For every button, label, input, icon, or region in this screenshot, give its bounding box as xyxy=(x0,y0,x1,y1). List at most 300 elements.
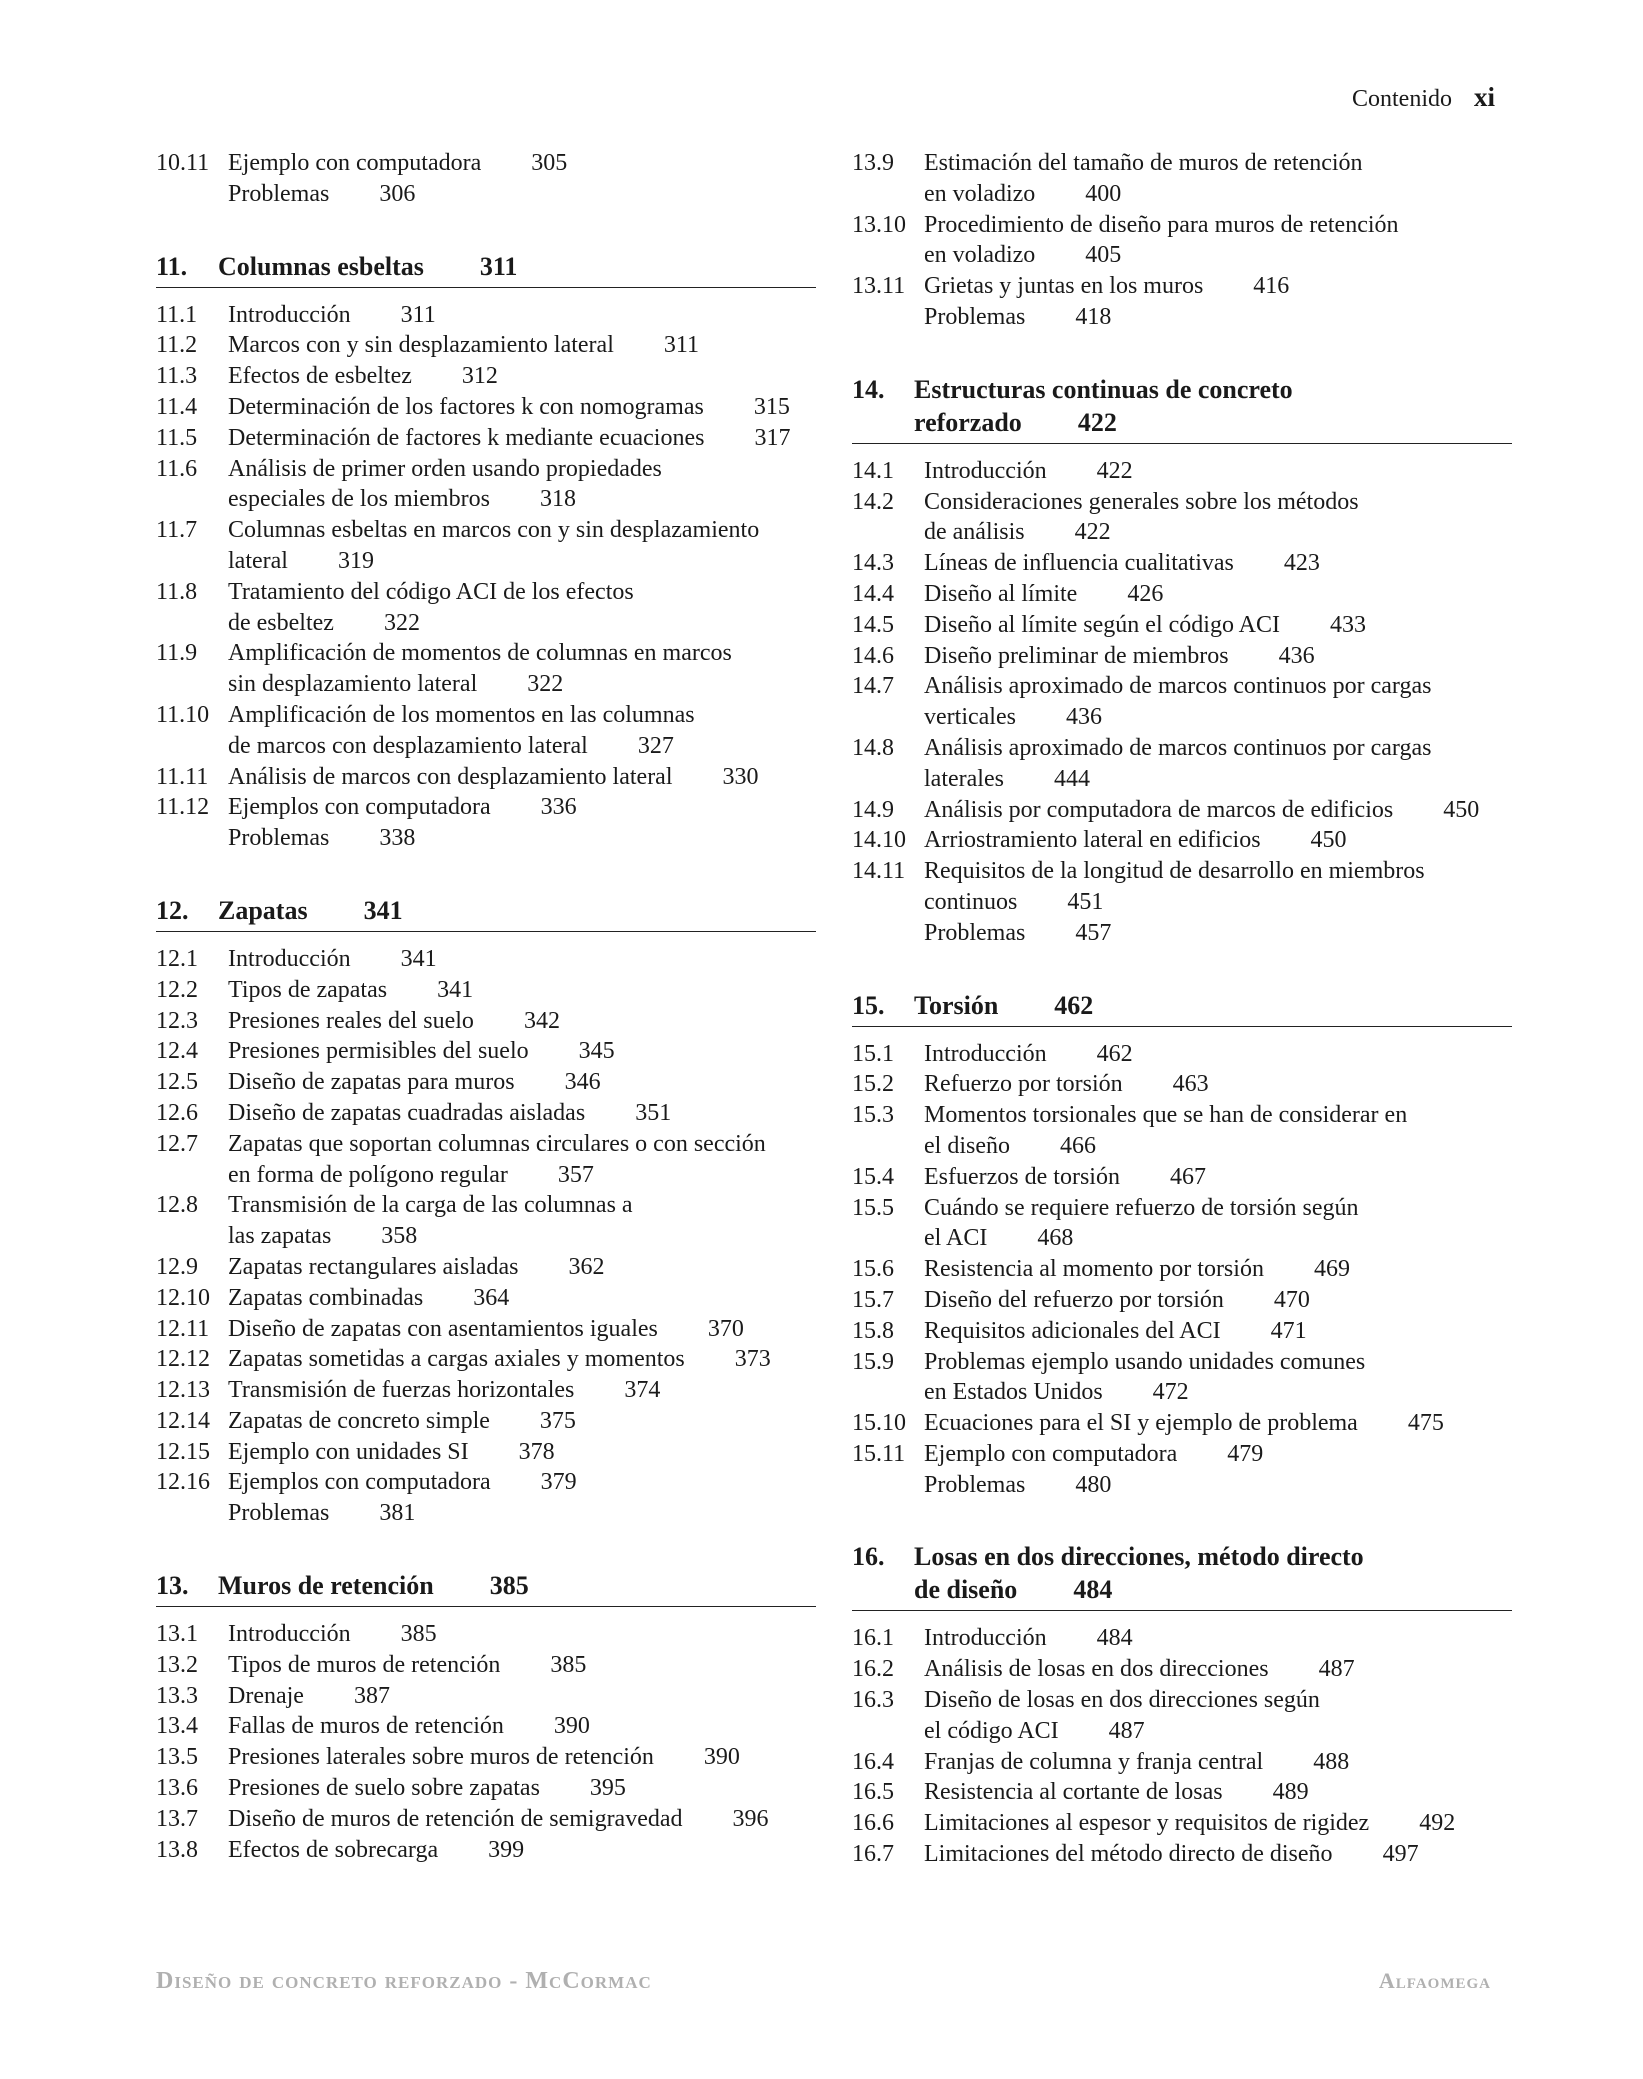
toc-entry xyxy=(156,454,816,485)
section-title: en voladizo xyxy=(924,242,1036,269)
section-number: 11.1 xyxy=(156,301,198,328)
section-page: 370 xyxy=(707,1315,744,1342)
section-title-line xyxy=(228,1129,816,1160)
section-page: 462 xyxy=(1096,1040,1133,1067)
toc-left-column xyxy=(156,148,816,1865)
toc-entry xyxy=(156,944,816,975)
section-page: 422 xyxy=(1096,457,1133,484)
section-number xyxy=(156,1498,228,1529)
toc-entry xyxy=(156,975,816,1006)
section-title-line xyxy=(924,1254,1512,1285)
toc-entry xyxy=(156,1375,816,1406)
section-title: Presiones de suelo sobre zapatas xyxy=(228,1775,540,1802)
section-number: 14.4 xyxy=(852,580,894,607)
section-title-line xyxy=(228,1283,816,1314)
toc-entry xyxy=(852,1069,1512,1100)
toc-entry xyxy=(852,148,1512,179)
section-title: Cuándo se requiere refuerzo de torsión según xyxy=(924,1194,1359,1221)
section-number: 10.11 xyxy=(156,150,210,176)
section-title-line xyxy=(924,456,1512,487)
toc-entry xyxy=(852,610,1512,641)
section-title-line xyxy=(924,610,1512,641)
section-title-line xyxy=(924,1347,1512,1378)
section-title: Limitaciones al espesor y requisitos de rigidez xyxy=(924,1810,1370,1837)
toc-entry xyxy=(156,1252,816,1283)
chapter-heading xyxy=(852,989,1512,1027)
section-number: 11.4 xyxy=(156,393,198,420)
section-title: continuos xyxy=(924,888,1018,915)
toc-entry xyxy=(156,823,816,854)
section-title: Diseño de muros de retención de semigravedad xyxy=(228,1805,683,1832)
section-title-line xyxy=(924,795,1512,826)
section-title: Fallas de muros de retención xyxy=(228,1713,504,1740)
section-title-line xyxy=(228,1006,816,1037)
toc-entry xyxy=(852,1654,1512,1685)
section-title: de esbeltez xyxy=(228,609,334,636)
toc-entry xyxy=(852,210,1512,241)
section-title: el diseño xyxy=(924,1132,1010,1159)
section-title: Análisis de losas en dos direcciones xyxy=(924,1656,1269,1683)
section-page: 351 xyxy=(635,1099,672,1126)
section-page: 470 xyxy=(1273,1286,1310,1313)
section-number xyxy=(852,702,924,733)
chapter-title-text: de diseño xyxy=(914,1575,1018,1605)
section-number: 14.1 xyxy=(852,457,894,484)
toc-entry xyxy=(852,1131,1512,1162)
section-page: 450 xyxy=(1443,796,1480,823)
section-title: Ejemplo con computadora xyxy=(228,150,482,176)
section-page: 387 xyxy=(353,1682,390,1709)
section-title: Estimación del tamaño de muros de retención xyxy=(924,150,1363,176)
toc-entry xyxy=(156,1344,816,1375)
section-title: Limitaciones del método directo de diseño xyxy=(924,1841,1333,1868)
section-title-line xyxy=(228,1067,816,1098)
section-title: Diseño al límite según el código ACI xyxy=(924,611,1280,638)
section-page: 405 xyxy=(1085,242,1122,269)
section-title-line xyxy=(924,733,1512,764)
section-page: 480 xyxy=(1075,1471,1112,1498)
section-title-line xyxy=(228,1406,816,1437)
footer-book-title: Diseño de concreto reforzado - McCormac xyxy=(156,1968,652,1994)
section-number: 14.11 xyxy=(852,858,906,885)
section-number: 12.3 xyxy=(156,1007,198,1034)
section-number xyxy=(852,1470,924,1501)
section-title: Diseño de zapatas con asentamientos iguales xyxy=(228,1315,658,1342)
section-title: Franjas de columna y franja central xyxy=(924,1748,1264,1775)
section-number: 16.4 xyxy=(852,1748,894,1775)
section-title-line xyxy=(228,1314,816,1345)
section-title-line xyxy=(924,271,1512,302)
section-title-line xyxy=(228,1160,816,1191)
section-page: 469 xyxy=(1313,1256,1350,1283)
section-title-line xyxy=(924,579,1512,610)
section-title-line xyxy=(924,1377,1512,1408)
section-page: 423 xyxy=(1283,550,1320,577)
toc-entry xyxy=(156,1067,816,1098)
chapter-title-text: Muros de retención xyxy=(218,1571,434,1601)
chapter-title-text: Columnas esbeltas xyxy=(218,251,424,281)
toc-entry xyxy=(852,548,1512,579)
section-title-line xyxy=(228,1619,816,1650)
chapter-title-text: reforzado xyxy=(914,407,1022,437)
toc-entry xyxy=(852,1285,1512,1316)
section-title-line xyxy=(228,484,816,515)
section-page: 471 xyxy=(1270,1317,1307,1344)
toc-entry xyxy=(156,1314,816,1345)
section-page: 375 xyxy=(539,1407,576,1434)
section-title: Columnas esbeltas en marcos con y sin desplazamiento xyxy=(228,517,760,544)
section-number: 16.7 xyxy=(852,1841,894,1868)
section-number: 11.3 xyxy=(156,363,198,390)
toc-right-column xyxy=(852,148,1512,1870)
section-title: verticales xyxy=(924,704,1016,731)
section-title-line xyxy=(924,702,1512,733)
section-number: 13.7 xyxy=(156,1805,198,1832)
section-number: 13.6 xyxy=(156,1775,198,1802)
section-title: de análisis xyxy=(924,519,1025,546)
section-number: 12.5 xyxy=(156,1069,198,1096)
section-page: 487 xyxy=(1108,1717,1145,1744)
chapter-title-text: Zapatas xyxy=(218,895,308,925)
toc-entry xyxy=(156,1406,816,1437)
section-number: 15.2 xyxy=(852,1071,894,1098)
section-number xyxy=(156,669,228,700)
section-page: 468 xyxy=(1037,1225,1074,1252)
section-title-line xyxy=(228,638,816,669)
toc-entry xyxy=(156,1190,816,1221)
toc-entry xyxy=(156,515,816,546)
section-title: Resistencia al momento por torsión xyxy=(924,1256,1264,1283)
section-number xyxy=(156,1221,228,1252)
section-title-line xyxy=(228,944,816,975)
toc-entry xyxy=(156,1036,816,1067)
chapter-title-line xyxy=(914,1540,1512,1573)
toc-entry xyxy=(156,1498,816,1529)
section-page: 373 xyxy=(734,1346,771,1373)
section-title: Amplificación de momentos de columnas en marcos xyxy=(228,640,732,667)
section-title: Tipos de muros de retención xyxy=(228,1651,501,1678)
section-title-line xyxy=(228,608,816,639)
section-number xyxy=(156,608,228,639)
toc-entry xyxy=(852,579,1512,610)
section-title: Requisitos adicionales del ACI xyxy=(924,1317,1221,1344)
section-page: 436 xyxy=(1278,642,1315,669)
section-title-line xyxy=(228,546,816,577)
section-number xyxy=(156,546,228,577)
section-number xyxy=(852,1131,924,1162)
toc-entry xyxy=(156,1681,816,1712)
section-title: en Estados Unidos xyxy=(924,1379,1103,1406)
section-page: 463 xyxy=(1172,1071,1209,1098)
toc-entry xyxy=(156,179,816,210)
toc-entry xyxy=(852,1316,1512,1347)
section-title: Diseño del refuerzo por torsión xyxy=(924,1286,1224,1313)
chapter-page: 311 xyxy=(479,251,518,281)
section-page: 322 xyxy=(383,609,420,636)
section-title-line xyxy=(924,825,1512,856)
section-title: Diseño preliminar de miembros xyxy=(924,642,1229,669)
section-page: 381 xyxy=(379,1500,416,1527)
toc-entry xyxy=(852,856,1512,887)
section-title-line xyxy=(228,731,816,762)
section-page: 488 xyxy=(1313,1748,1350,1775)
section-title: Problemas xyxy=(924,303,1026,330)
toc-entry xyxy=(156,1129,816,1160)
toc-entry xyxy=(156,700,816,731)
toc-entry xyxy=(852,702,1512,733)
section-number: 14.6 xyxy=(852,642,894,669)
section-number: 12.16 xyxy=(156,1469,210,1496)
section-page: 390 xyxy=(553,1713,590,1740)
section-page: 342 xyxy=(523,1007,560,1034)
section-title: Efectos de esbeltez xyxy=(228,363,412,390)
toc-entry xyxy=(156,330,816,361)
section-page: 346 xyxy=(564,1069,601,1096)
toc-entry xyxy=(852,1808,1512,1839)
section-number: 13.5 xyxy=(156,1744,198,1771)
section-number xyxy=(156,1160,228,1191)
section-title: Requisitos de la longitud de desarrollo en miembros xyxy=(924,858,1425,885)
section-number: 14.8 xyxy=(852,734,894,761)
section-title-line xyxy=(924,1193,1512,1224)
section-number xyxy=(156,731,228,762)
section-title-line xyxy=(228,1835,816,1866)
section-page: 330 xyxy=(722,763,759,790)
chapter-heading xyxy=(156,1569,816,1607)
chapter-heading xyxy=(156,894,816,932)
section-number: 13.1 xyxy=(156,1621,198,1648)
section-title-line xyxy=(228,1252,816,1283)
chapter-number: 15. xyxy=(852,990,885,1020)
section-number xyxy=(852,1223,924,1254)
section-title-line xyxy=(228,148,816,179)
chapter-title-text: Torsión xyxy=(914,990,999,1020)
section-title: Presiones laterales sobre muros de retención xyxy=(228,1744,654,1771)
section-title: en forma de polígono regular xyxy=(228,1161,508,1188)
section-title: Introducción xyxy=(228,1621,351,1648)
section-page: 362 xyxy=(568,1253,605,1280)
section-title-line xyxy=(228,361,816,392)
chapter-title-line xyxy=(914,1573,1512,1606)
section-title: Análisis de primer orden usando propiedades xyxy=(228,455,662,482)
section-title-line xyxy=(228,577,816,608)
section-title-line xyxy=(924,1747,1512,1778)
section-title-line xyxy=(228,1681,816,1712)
section-title-line xyxy=(228,330,816,361)
toc-entry xyxy=(156,1221,816,1252)
section-title: Presiones reales del suelo xyxy=(228,1007,474,1034)
section-title: Introducción xyxy=(924,1625,1047,1652)
toc-entry xyxy=(852,179,1512,210)
toc-entry xyxy=(156,608,816,639)
toc-entry xyxy=(852,1347,1512,1378)
toc-entry xyxy=(156,1006,816,1037)
section-number xyxy=(852,1377,924,1408)
section-title-line xyxy=(228,423,816,454)
section-number: 12.14 xyxy=(156,1407,210,1434)
section-number: 12.1 xyxy=(156,945,198,972)
toc-entry xyxy=(852,1193,1512,1224)
toc-entry xyxy=(156,1160,816,1191)
section-title-line xyxy=(228,1190,816,1221)
toc-entry xyxy=(156,361,816,392)
section-number: 12.6 xyxy=(156,1099,198,1126)
section-number: 11.2 xyxy=(156,332,198,359)
section-page: 416 xyxy=(1253,273,1290,300)
toc-entry xyxy=(852,671,1512,702)
section-title: el código ACI xyxy=(924,1717,1059,1744)
toc-entry xyxy=(852,641,1512,672)
section-title: Líneas de influencia cualitativas xyxy=(924,550,1234,577)
toc-entry xyxy=(852,456,1512,487)
section-title-line xyxy=(228,454,816,485)
section-page: 487 xyxy=(1318,1656,1355,1683)
toc-entry xyxy=(852,1254,1512,1285)
chapter-number: 14. xyxy=(852,374,885,404)
section-title: Momentos torsionales que se han de considerar en xyxy=(924,1102,1408,1129)
toc-entry xyxy=(852,487,1512,518)
toc-entry xyxy=(852,1408,1512,1439)
toc-entry xyxy=(852,302,1512,333)
toc-entry xyxy=(852,1685,1512,1716)
section-title-line xyxy=(228,1344,816,1375)
section-title-line xyxy=(228,1804,816,1835)
section-title: Problemas xyxy=(924,919,1026,946)
toc-entry xyxy=(852,1162,1512,1193)
toc-entry xyxy=(852,795,1512,826)
section-page: 395 xyxy=(589,1775,626,1802)
section-number: 14.5 xyxy=(852,611,894,638)
running-head xyxy=(1352,82,1495,113)
section-number: 16.1 xyxy=(852,1625,894,1652)
section-title-line xyxy=(228,1221,816,1252)
chapter-page: 341 xyxy=(363,895,403,925)
section-title-line xyxy=(924,764,1512,795)
section-number xyxy=(852,764,924,795)
toc-entry xyxy=(156,1711,816,1742)
section-number: 11.7 xyxy=(156,517,198,544)
section-number: 11.6 xyxy=(156,455,198,482)
section-number: 14.3 xyxy=(852,550,894,577)
chapter-title xyxy=(218,250,816,283)
chapter-heading xyxy=(156,250,816,288)
section-page: 306 xyxy=(379,180,416,207)
section-title: Resistencia al cortante de losas xyxy=(924,1779,1223,1806)
section-number: 15.8 xyxy=(852,1317,894,1344)
toc-entry xyxy=(156,423,816,454)
section-title-line xyxy=(924,1777,1512,1808)
section-title-line xyxy=(924,1285,1512,1316)
toc-entry xyxy=(156,300,816,331)
section-title-line xyxy=(924,641,1512,672)
section-title-line xyxy=(924,1408,1512,1439)
toc-entry xyxy=(852,825,1512,856)
section-number: 15.4 xyxy=(852,1163,894,1190)
section-page: 327 xyxy=(637,732,674,759)
section-title: Ejemplo con unidades SI xyxy=(228,1438,469,1465)
section-title: laterales xyxy=(924,765,1004,792)
section-title-line xyxy=(924,1623,1512,1654)
section-number: 13.8 xyxy=(156,1836,198,1863)
section-title-line xyxy=(228,792,816,823)
toc-entry xyxy=(156,1283,816,1314)
section-page: 357 xyxy=(557,1161,594,1188)
section-number: 15.10 xyxy=(852,1410,906,1437)
section-page: 484 xyxy=(1096,1625,1133,1652)
chapter-title-text: Estructuras continuas de concreto xyxy=(914,374,1293,404)
toc-entry xyxy=(156,1773,816,1804)
section-title: Refuerzo por torsión xyxy=(924,1071,1123,1098)
section-title: Problemas xyxy=(228,180,330,207)
section-title: Diseño de losas en dos direcciones según xyxy=(924,1687,1320,1714)
section-number xyxy=(852,1716,924,1747)
toc-entry xyxy=(156,731,816,762)
toc-entry xyxy=(156,638,816,669)
section-title-line xyxy=(924,179,1512,210)
toc-entry xyxy=(852,918,1512,949)
section-number: 14.2 xyxy=(852,488,894,515)
section-title-line xyxy=(228,975,816,1006)
section-number: 15.6 xyxy=(852,1256,894,1283)
section-page: 466 xyxy=(1059,1132,1096,1159)
section-page: 385 xyxy=(400,1621,437,1648)
section-page: 345 xyxy=(578,1038,615,1065)
section-page: 341 xyxy=(437,976,474,1003)
section-page: 318 xyxy=(539,486,576,513)
section-number: 12.11 xyxy=(156,1315,210,1342)
section-title-line xyxy=(924,1839,1512,1870)
section-page: 390 xyxy=(703,1744,740,1771)
section-title: Problemas xyxy=(228,825,330,852)
section-title: Transmisión de la carga de las columnas a xyxy=(228,1192,633,1219)
section-number xyxy=(156,484,228,515)
section-title: Diseño de zapatas cuadradas aisladas xyxy=(228,1099,586,1126)
section-number xyxy=(852,887,924,918)
section-title: de marcos con desplazamiento lateral xyxy=(228,732,588,759)
section-number: 15.11 xyxy=(852,1440,906,1467)
toc-entry xyxy=(852,733,1512,764)
section-page: 378 xyxy=(518,1438,555,1465)
toc-entry xyxy=(852,1223,1512,1254)
section-number: 13.2 xyxy=(156,1651,198,1678)
section-number: 11.12 xyxy=(156,794,210,821)
section-title: Arriostramiento lateral en edificios xyxy=(924,827,1261,854)
toc-entry xyxy=(852,240,1512,271)
section-page: 305 xyxy=(531,150,568,176)
section-page: 364 xyxy=(473,1284,510,1311)
section-number xyxy=(852,240,924,271)
section-page: 315 xyxy=(753,393,790,420)
section-title: especiales de los miembros xyxy=(228,486,490,513)
section-page: 418 xyxy=(1075,303,1112,330)
section-title-line xyxy=(924,1131,1512,1162)
section-page: 374 xyxy=(624,1377,661,1404)
section-title-line xyxy=(924,240,1512,271)
section-number: 11.8 xyxy=(156,578,198,605)
chapter-number: 11. xyxy=(156,251,188,281)
section-title-line xyxy=(228,300,816,331)
chapter-page: 422 xyxy=(1077,407,1117,437)
section-title: Consideraciones generales sobre los métodos xyxy=(924,488,1359,515)
toc-entry xyxy=(156,577,816,608)
section-number: 13.10 xyxy=(852,211,906,238)
section-title: Ejemplo con computadora xyxy=(924,1440,1178,1467)
toc-entry xyxy=(156,1619,816,1650)
section-title: en voladizo xyxy=(924,180,1036,207)
section-title-line xyxy=(228,700,816,731)
section-number xyxy=(852,179,924,210)
toc-entry xyxy=(852,1623,1512,1654)
